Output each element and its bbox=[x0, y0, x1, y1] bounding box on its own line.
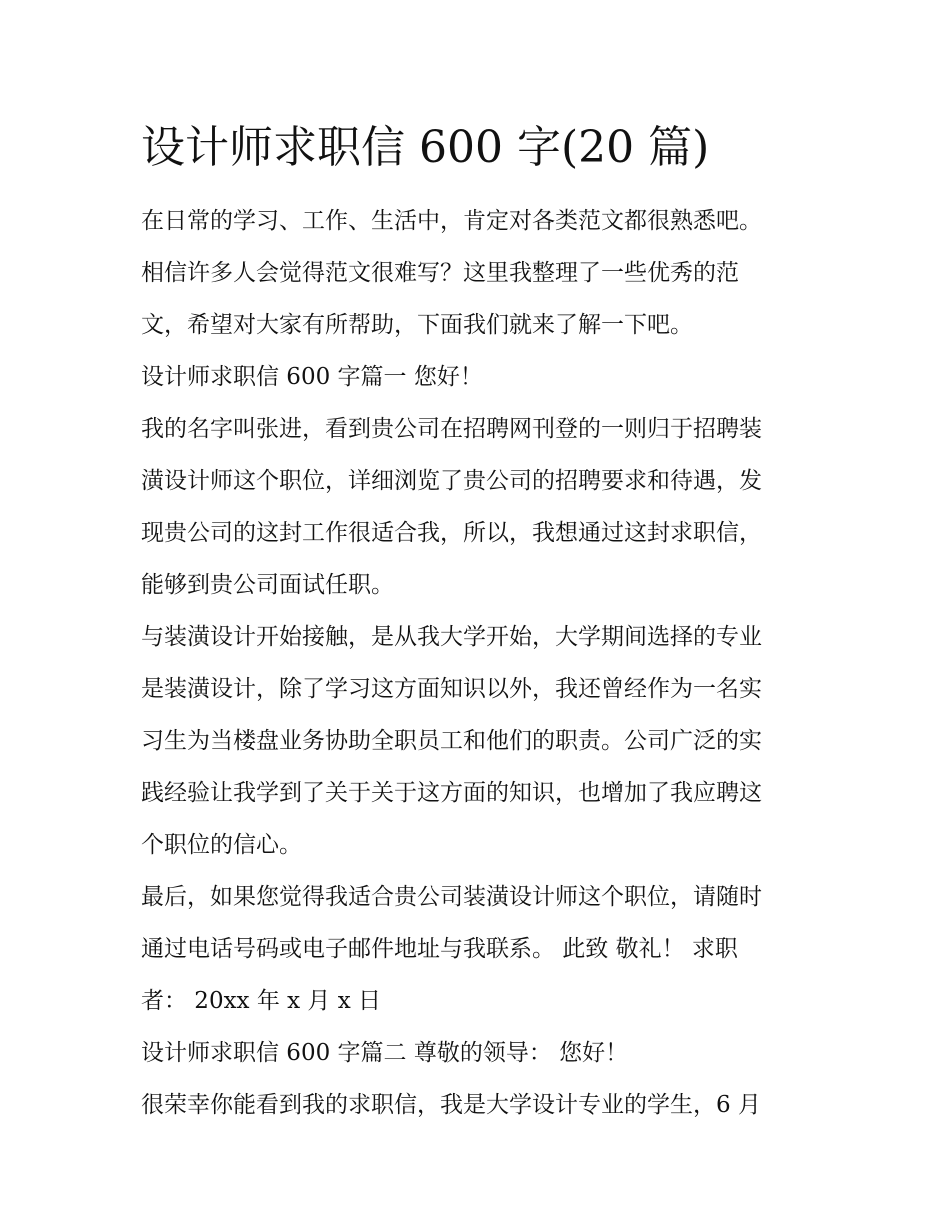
body-line: 相信许多人会觉得范文很难写？这里我整理了一些优秀的范 bbox=[141, 260, 739, 286]
body-line: 很荣幸你能看到我的求职信，我是大学设计专业的学生，6 月 bbox=[141, 1092, 761, 1118]
body-line: 者： 20xx 年 x 月 x 日 bbox=[141, 988, 382, 1014]
body-line: 是装潢设计，除了学习这方面知识以外，我还曾经作为一名实 bbox=[141, 676, 762, 702]
section-heading-line: 设计师求职信 600 字篇一 您好！ bbox=[141, 364, 483, 390]
body-line: 我的名字叫张进，看到贵公司在招聘网刊登的一则归于招聘装 bbox=[141, 416, 762, 442]
section-heading-line: 设计师求职信 600 字篇二 尊敬的领导： 您好！ bbox=[141, 1040, 629, 1066]
body-line: 文，希望对大家有所帮助，下面我们就来了解一下吧。 bbox=[141, 312, 693, 338]
body-line: 能够到贵公司面试任职。 bbox=[141, 572, 394, 598]
body-line: 最后，如果您觉得我适合贵公司装潢设计师这个职位，请随时 bbox=[141, 884, 762, 910]
document-title: 设计师求职信 600 字(20 篇) bbox=[141, 122, 710, 173]
body-line: 潢设计师这个职位，详细浏览了贵公司的招聘要求和待遇，发 bbox=[141, 468, 762, 494]
body-line: 与装潢设计开始接触，是从我大学开始，大学期间选择的专业 bbox=[141, 624, 762, 650]
body-line: 习生为当楼盘业务协助全职员工和他们的职责。公司广泛的实 bbox=[141, 728, 762, 754]
body-line: 通过电话号码或电子邮件地址与我联系。 此致 敬礼！ 求职 bbox=[141, 936, 738, 962]
body-line: 践经验让我学到了关于关于这方面的知识，也增加了我应聘这 bbox=[141, 780, 762, 806]
document-body bbox=[141, 195, 821, 1131]
body-line: 在日常的学习、工作、生活中，肯定对各类范文都很熟悉吧。 bbox=[141, 208, 762, 234]
body-line: 个职位的信心。 bbox=[141, 832, 302, 858]
body-line: 现贵公司的这封工作很适合我，所以，我想通过这封求职信， bbox=[141, 520, 762, 546]
